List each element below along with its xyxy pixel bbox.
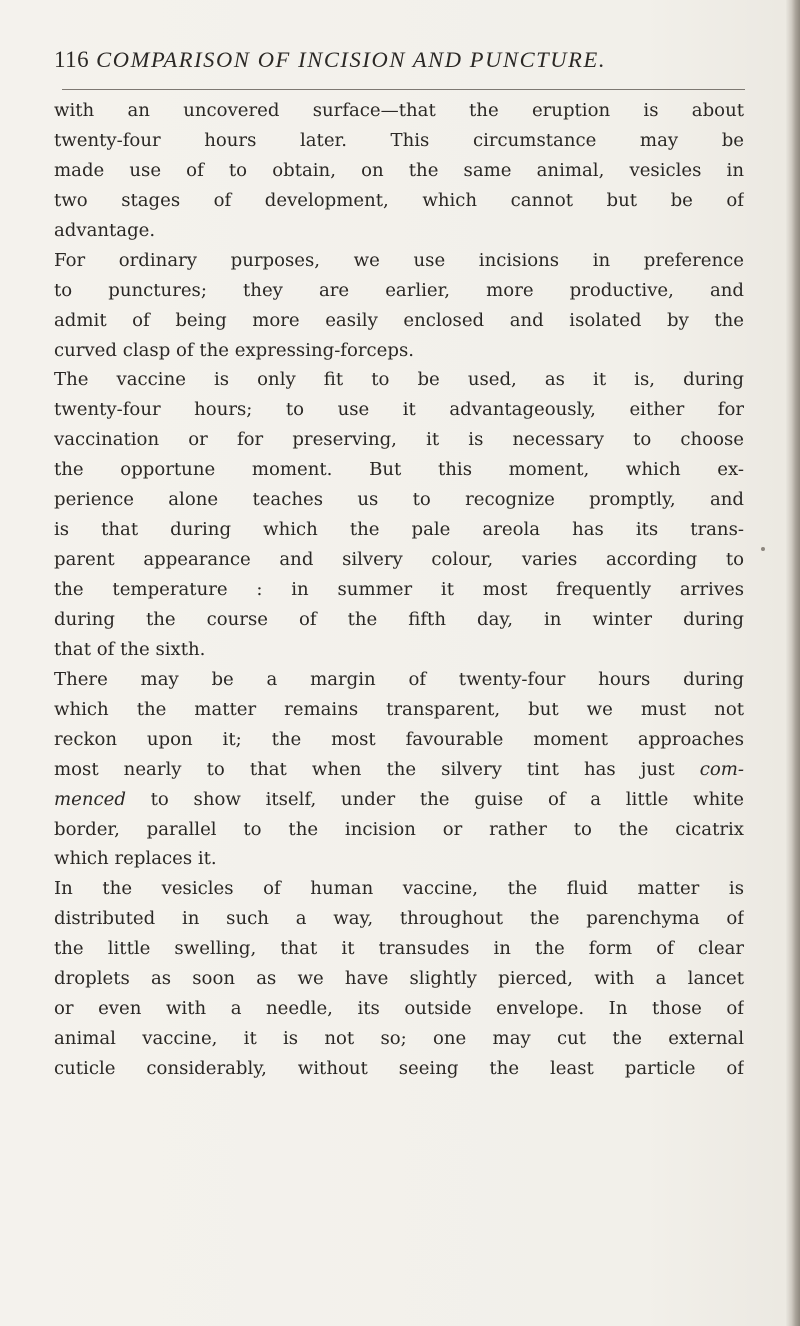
- text-line: droplets as soon as we have slightly pierced, with a lancet: [54, 968, 744, 990]
- text-line: the opportune moment. But this moment, which ex-: [54, 459, 744, 481]
- text-line: twenty-four hours; to use it advantageously, either for: [54, 399, 744, 421]
- italic-word: com-: [699, 758, 744, 780]
- text-line: cuticle considerably, without seeing the least particle of: [54, 1058, 744, 1079]
- text-segment: most nearly to that when the silvery tint has just: [54, 758, 700, 780]
- text-line: admit of being more easily enclosed and isolated by the: [54, 309, 744, 331]
- running-head: COMPARISON OF INCISION AND PUNCTURE.: [96, 47, 607, 72]
- text-line: vaccination or for preserving, it is necessary to choose: [54, 429, 744, 451]
- page-header: [54, 47, 744, 79]
- text-line: advantage.: [54, 219, 156, 241]
- text-line: animal vaccine, it is not so; one may cut the external: [54, 1028, 744, 1050]
- text-line: perience alone teaches us to recognize promptly, and: [54, 489, 744, 511]
- text-line: is that during which the pale areola has its trans-: [54, 519, 744, 541]
- text-line: with an uncovered surface—that the eruption is about: [54, 100, 744, 121]
- text-line: which replaces it.: [54, 848, 217, 870]
- text-line: [54, 755, 744, 785]
- text-line: curved clasp of the expressing-forceps.: [54, 339, 415, 361]
- page-number: 116: [54, 47, 90, 72]
- text-line: or even with a needle, its outside envelope. In those of: [54, 998, 744, 1020]
- text-line: during the course of the fifth day, in winter during: [54, 608, 744, 630]
- text-line: the little swelling, that it transudes in the form of clear: [54, 938, 744, 960]
- text-line: reckon upon it; the most favourable moment approaches: [54, 728, 744, 750]
- text-line: that of the sixth.: [54, 638, 206, 660]
- text-line: There may be a margin of twenty-four hours during: [54, 668, 744, 690]
- text-line: twenty-four hours later. This circumstance may be: [54, 129, 744, 151]
- text-line: [54, 785, 744, 815]
- text-line: The vaccine is only fit to be used, as it is, during: [54, 369, 744, 391]
- text-line: In the vesicles of human vaccine, the fluid matter is: [54, 878, 744, 900]
- body-text: [54, 96, 744, 1084]
- header-rule: [62, 89, 745, 90]
- text-line: the temperature : in summer it most frequently arrives: [54, 579, 744, 600]
- text-line: to punctures; they are earlier, more productive, and: [54, 279, 744, 301]
- ink-speck: [761, 547, 765, 551]
- text-line: For ordinary purposes, we use incisions in preference: [54, 249, 744, 271]
- page-edge-shadow: [786, 0, 800, 1326]
- text-line: two stages of development, which cannot but be of: [54, 189, 744, 211]
- italic-word: menced: [54, 788, 126, 810]
- text-line: which the matter remains transparent, but we must not: [54, 698, 744, 720]
- text-segment: to show itself, under the guise of a little white: [125, 788, 744, 810]
- text-line: border, parallel to the incision or rather to the cicatrix: [54, 818, 744, 840]
- text-line: parent appearance and silvery colour, varies according to: [54, 549, 744, 571]
- text-line: made use of to obtain, on the same animal, vesicles in: [54, 159, 744, 181]
- text-line: distributed in such a way, throughout the parenchyma of: [54, 908, 744, 930]
